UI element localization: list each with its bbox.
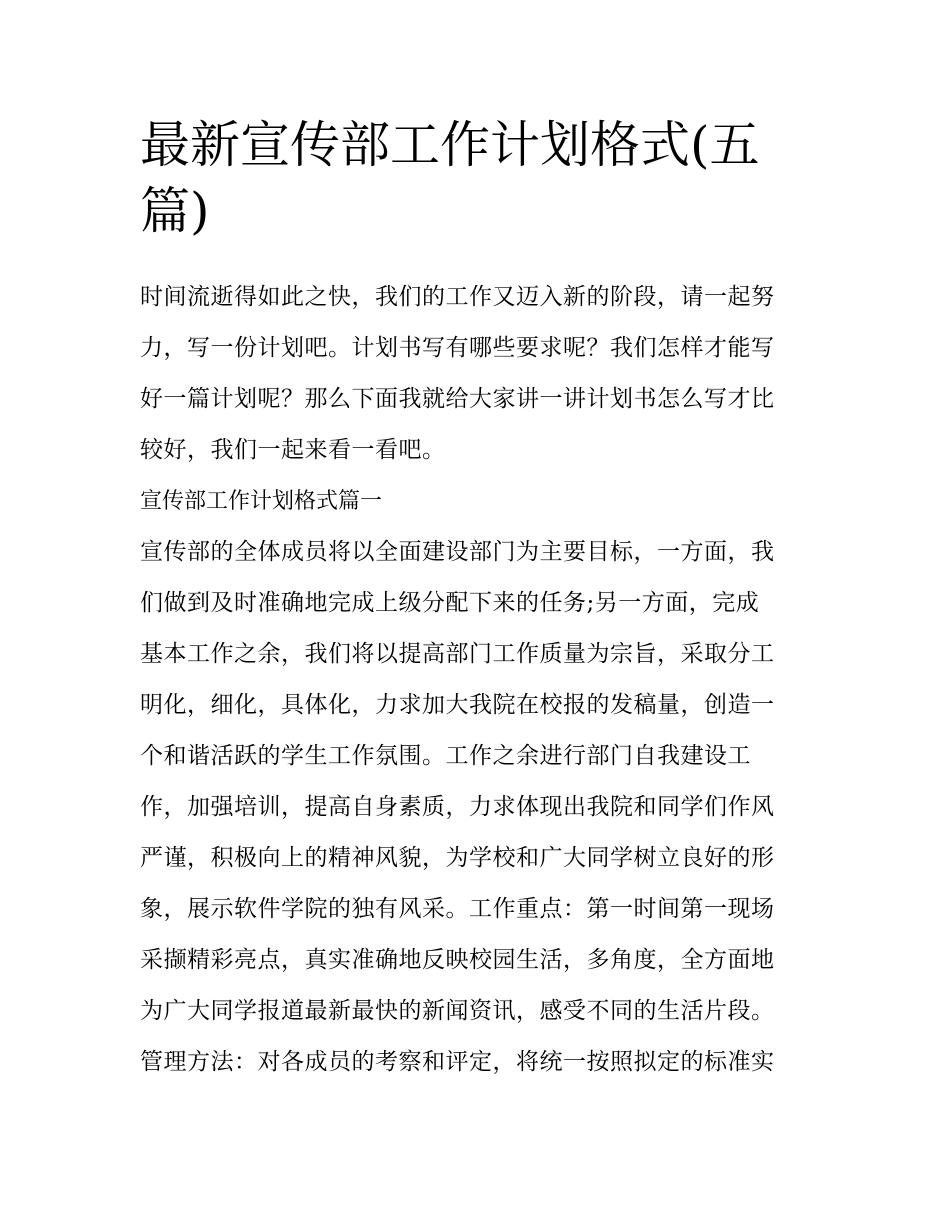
section-heading: 宣传部工作计划格式篇一 bbox=[140, 489, 383, 514]
body-line: 象，展示软件学院的独有风采。工作重点：第一时间第一现场 bbox=[140, 896, 775, 922]
document-title bbox=[140, 112, 812, 244]
intro-line: 时间流逝得如此之快，我们的工作又迈入新的阶段，请一起努 bbox=[140, 284, 775, 310]
body-line: 采撷精彩亮点，真实准确地反映校园生活，多角度，全方面地 bbox=[140, 947, 775, 973]
intro-line: 好一篇计划呢？那么下面我就给大家讲一讲计划书怎么写才比 bbox=[140, 386, 775, 412]
intro-line: 较好，我们一起来看一看吧。 bbox=[140, 437, 446, 463]
title-line: 最新宣传部工作计划格式(五 bbox=[140, 116, 760, 174]
intro-line: 力，写一份计划吧。计划书写有哪些要求呢？我们怎样才能写 bbox=[140, 335, 775, 361]
body-line: 严谨，积极向上的精神风貌，为学校和广大同学树立良好的形 bbox=[140, 845, 775, 871]
intro-paragraph bbox=[140, 272, 812, 476]
title-line: 篇) bbox=[140, 182, 210, 240]
document-content bbox=[140, 112, 812, 1088]
body-line: 作，加强培训，提高自身素质，力求体现出我院和同学们作风 bbox=[140, 794, 775, 820]
body-line: 基本工作之余，我们将以提高部门工作质量为宗旨，采取分工 bbox=[140, 641, 775, 667]
body-line: 为广大同学报道最新最快的新闻资讯，感受不同的生活片段。 bbox=[140, 998, 775, 1024]
body-line: 个和谐活跃的学生工作氛围。工作之余进行部门自我建设工 bbox=[140, 743, 751, 769]
body-line: 们做到及时准确地完成上级分配下来的任务;另一方面，完成 bbox=[140, 590, 760, 616]
body-line: 宣传部的全体成员将以全面建设部门为主要目标，一方面，我 bbox=[140, 539, 775, 565]
body-line: 明化，细化，具体化，力求加大我院在校报的发稿量，创造一 bbox=[140, 692, 775, 718]
body-paragraph bbox=[140, 527, 812, 1088]
body-line: 管理方法：对各成员的考察和评定，将统一按照拟定的标准实 bbox=[140, 1049, 775, 1075]
